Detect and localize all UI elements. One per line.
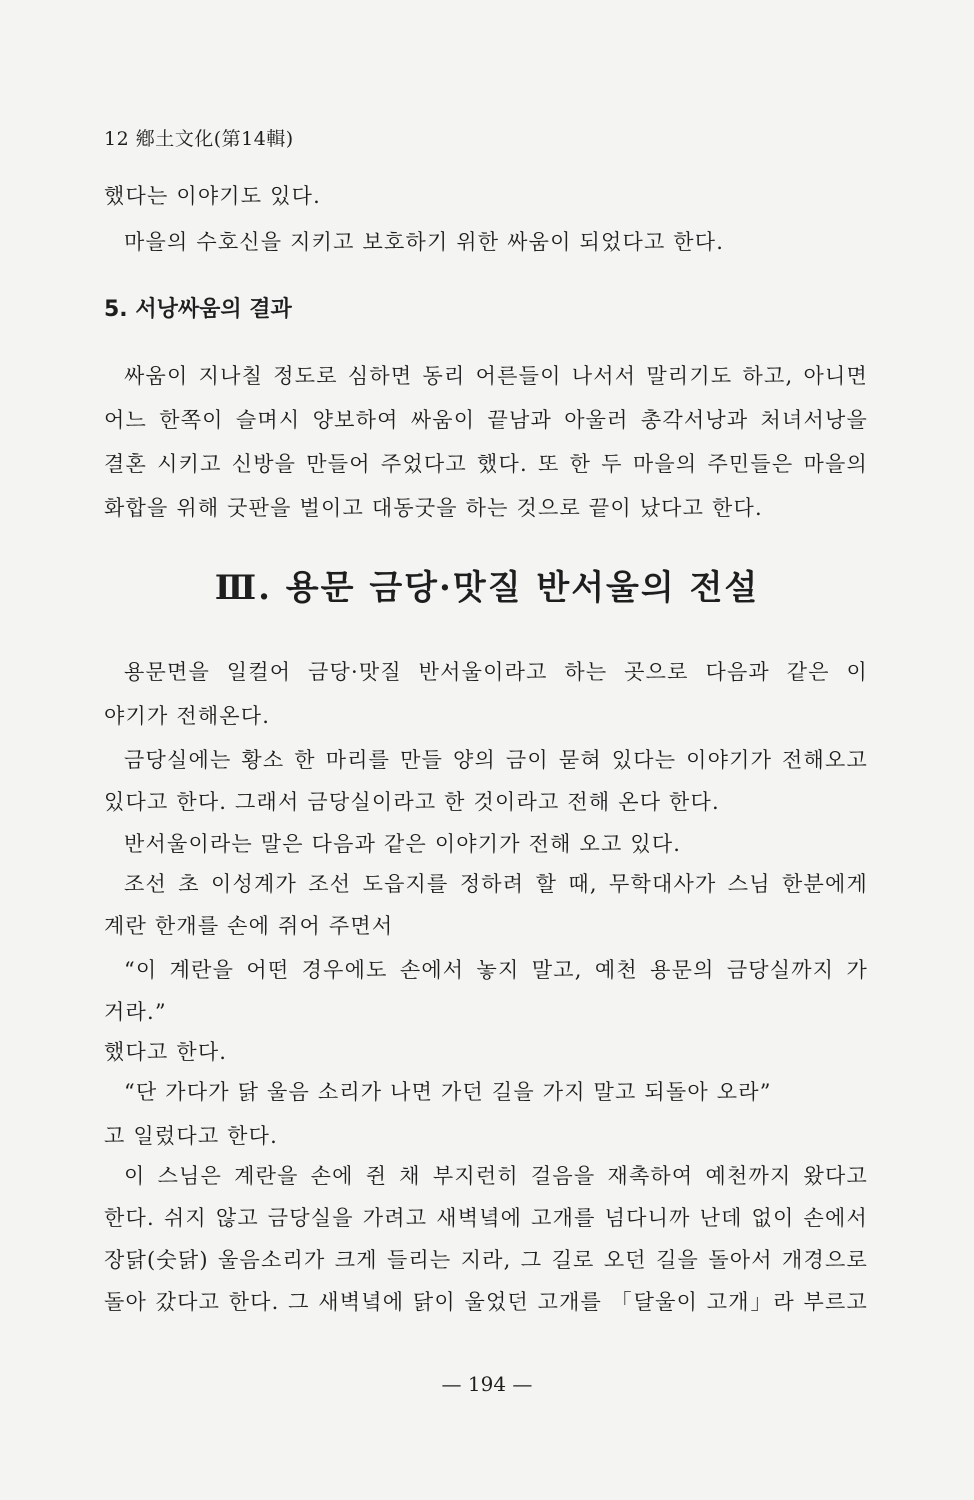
text-line: 이 스님은 계란을 손에 쥔 채 부지런히 걸음을 재촉하여 예천까지 왔다고 [124, 1164, 868, 1188]
text-line: “단 가다가 닭 울음 소리가 나면 가던 길을 가지 말고 되돌아 오라” [124, 1080, 772, 1104]
text-line: 용문면을 일컬어 금당·맛질 반서울이라고 하는 곳으로 다음과 같은 이 [124, 660, 868, 684]
text-line: 화합을 위해 굿판을 벌이고 대동굿을 하는 것으로 끝이 났다고 한다. [104, 496, 763, 520]
text-line: 장닭(숫닭) 울음소리가 크게 들리는 지라, 그 길로 오던 길을 돌아서 개경으로 [104, 1248, 868, 1272]
text-line: 반서울이라는 말은 다음과 같은 이야기가 전해 오고 있다. [124, 832, 682, 856]
text-line: 어느 한쪽이 슬며시 양보하여 싸움이 끝남과 아울러 총각서낭과 처녀서낭을 [104, 408, 868, 432]
text-line: 한다. 쉬지 않고 금당실을 가려고 새벽녘에 고개를 넘다니까 난데 없이 손에서 [104, 1206, 868, 1230]
text-line: 조선 초 이성계가 조선 도읍지를 정하려 할 때, 무학대사가 스님 한분에게 [124, 872, 868, 896]
text-line: 결혼 시키고 신방을 만들어 주었다고 했다. 또 한 두 마을의 주민들은 마을의 [104, 452, 868, 476]
page-number: — 194 — [441, 1372, 533, 1396]
text-line: 거라.” [104, 1000, 167, 1024]
text-line: “이 계란을 어떤 경우에도 손에서 놓지 말고, 예천 용문의 금당실까지 가 [124, 958, 868, 982]
text-line: 했다는 이야기도 있다. [104, 184, 321, 208]
text-line: 고 일렀다고 한다. [104, 1124, 279, 1148]
text-line: 계란 한개를 손에 쥐어 주면서 [104, 914, 394, 938]
section-subheading: 5. 서낭싸움의 결과 [104, 297, 292, 322]
chapter-title: Ⅲ. 용문 금당·맛질 반서울의 전설 [214, 568, 760, 608]
text-line: 했다고 한다. [104, 1040, 228, 1064]
text-line: 금당실에는 황소 한 마리를 만들 양의 금이 묻혀 있다는 이야기가 전해오고 [124, 748, 868, 772]
text-line: 마을의 수호신을 지키고 보호하기 위한 싸움이 되었다고 한다. [124, 230, 725, 254]
text-line: 야기가 전해온다. [104, 704, 271, 728]
running-head: 12 鄕土文化(第14輯) [104, 128, 294, 150]
text-line: 돌아 갔다고 한다. 그 새벽녘에 닭이 울었던 고개를 「달울이 고개」라 부르고 [104, 1290, 868, 1314]
text-line: 싸움이 지나칠 정도로 심하면 동리 어른들이 나서서 말리기도 하고, 아니면 [124, 364, 868, 388]
text-line: 있다고 한다. 그래서 금당실이라고 한 것이라고 전해 온다 한다. [104, 790, 720, 814]
